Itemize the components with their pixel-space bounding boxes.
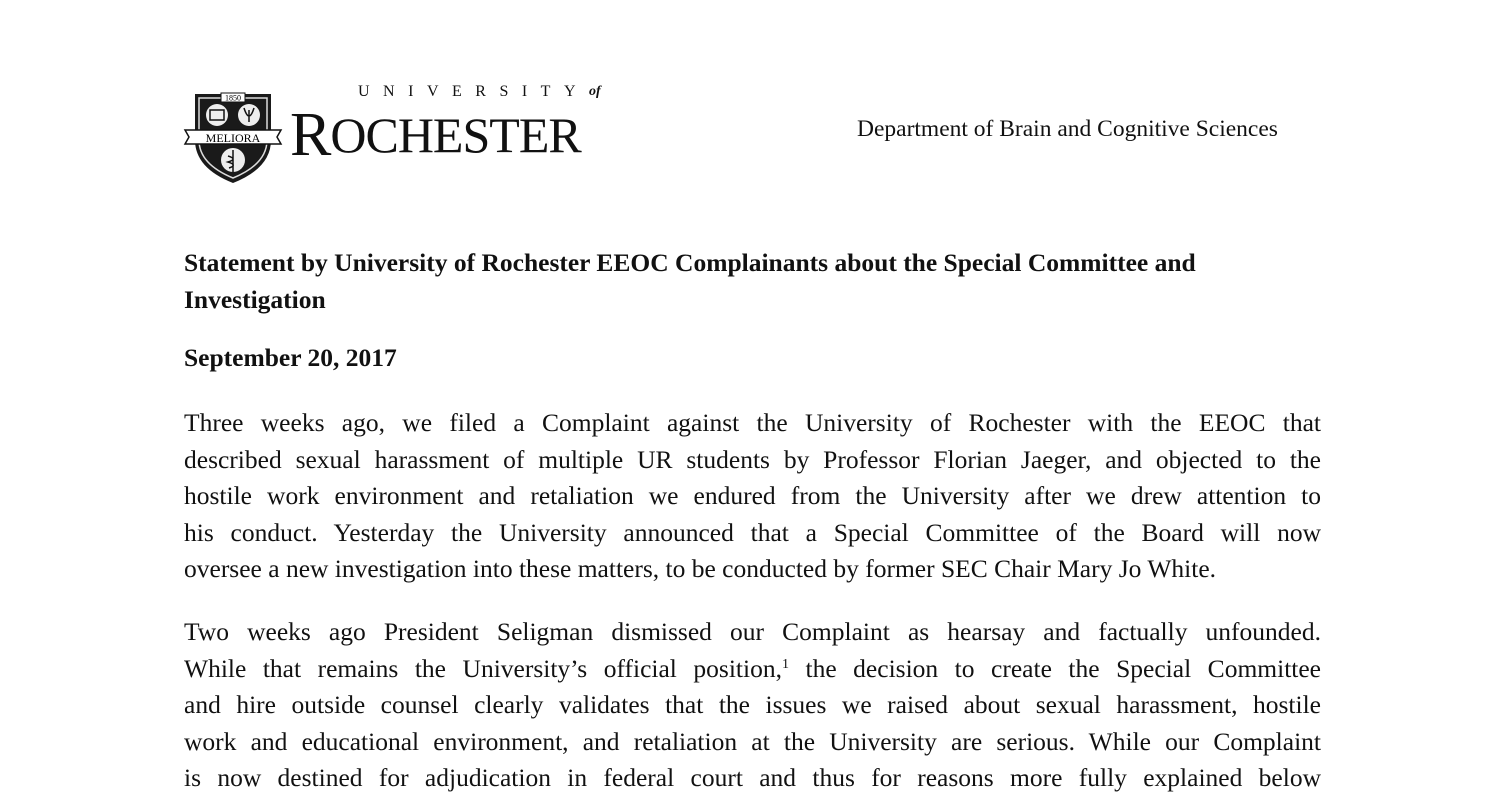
logo-rochester-rest: OCHESTER bbox=[330, 107, 581, 163]
document-title bbox=[184, 245, 1324, 318]
text-line: Two weeks ago President Seligman dismissed our Complaint as hearsay and factually unfounded. bbox=[184, 617, 1321, 646]
document-date: September 20, 2017 bbox=[184, 343, 397, 372]
footnote-reference[interactable]: 1 bbox=[781, 656, 789, 672]
title-line: Investigation bbox=[184, 284, 326, 314]
text-line: and hire outside counsel clearly validates that the issues we raised about sexual harassment, hostile bbox=[184, 690, 1321, 720]
text-span: the decision to create the Special Committee bbox=[788, 653, 1322, 683]
svg-text:1850: 1850 bbox=[225, 93, 241, 103]
text-span: While that remains the University’s official position, bbox=[184, 653, 782, 683]
university-seal-icon bbox=[183, 90, 283, 185]
department-name: Department of Brain and Cognitive Sciences bbox=[857, 116, 1278, 142]
text-line: described sexual harassment of multiple UR students by Professor Florian Jaeger, and objected to the bbox=[184, 444, 1321, 474]
text-line: his conduct. Yesterday the University announced that a Special Committee of the Board will now bbox=[184, 517, 1321, 547]
logo-of-text: of bbox=[589, 84, 601, 99]
text-line: hostile work environment and retaliation we endured from the University after we drew attention to bbox=[184, 481, 1321, 511]
text-line: is now destined for adjudication in federal court and thus for reasons more fully explained below bbox=[184, 763, 1321, 793]
text-line: oversee a new investigation into these matters, to be conducted by former SEC Chair Mary Jo White. bbox=[184, 554, 1217, 584]
logo-university-of bbox=[358, 84, 601, 100]
svg-text:MELIORA: MELIORA bbox=[205, 131, 261, 145]
paragraph-1 bbox=[184, 405, 1321, 588]
text-line: Three weeks ago, we filed a Complaint against the University of Rochester with the EEOC that bbox=[184, 408, 1321, 437]
text-line bbox=[184, 651, 1321, 688]
logo-rochester-initial: R bbox=[290, 101, 331, 169]
logo-rochester bbox=[290, 102, 581, 168]
title-line: Statement by University of Rochester EEOC Complainants about the Special Committee and bbox=[184, 248, 1196, 277]
paragraph-2 bbox=[184, 614, 1321, 797]
text-line: work and educational environment, and retaliation at the University are serious. While our Complaint bbox=[184, 726, 1321, 756]
logo-university-text: UNIVERSITY bbox=[358, 83, 589, 100]
